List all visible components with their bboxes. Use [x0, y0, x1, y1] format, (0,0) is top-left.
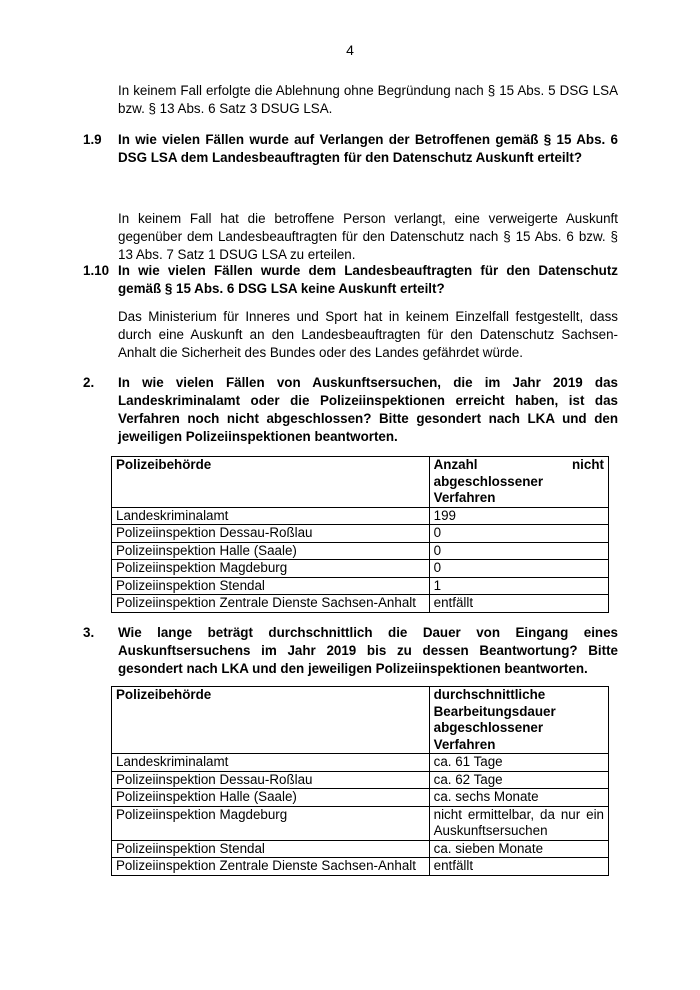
authority-cell: Polizeiinspektion Dessau-Roßlau — [112, 771, 430, 789]
answer-1-8: In keinem Fall erfolgte die Ablehnung ohne Begründung nach § 15 Abs. 5 DSG LSA bzw. § 13 Abs. 6 Satz 3 DSUG LSA. — [118, 83, 618, 116]
authority-cell: Polizeiinspektion Zentrale Dienste Sachsen-Anhalt — [112, 595, 430, 613]
question-3-text: Wie lange beträgt durchschnittlich die Dauer von Eingang eines Auskunftsersuchens im Jahr 2019 bis zu dessen Beantwortung? Bitte gesondert nach LKA und den jeweiligen Polizeiinspektionen beantworten. — [118, 625, 618, 676]
table-row — [112, 595, 609, 613]
question-2-text: In wie vielen Fällen von Auskunftsersuchen, die im Jahr 2019 das Landeskriminalamt oder die Polizeiinspektionen erreicht haben, ist das Verfahren noch nicht abgeschlossen? Bitte gesondert nach LKA und den jeweiligen Polizeiinspektionen beantworten. — [118, 375, 618, 444]
header-authority: Polizeibehörde — [112, 687, 430, 754]
count-cell: 0 — [429, 542, 608, 560]
answer-1-9: In keinem Fall hat die betroffene Person verlangt, eine verweigerte Auskunft gegenüber dem Landesbeauftragten für den Datenschutz nach § 15 Abs. 6 bzw. § 13 Abs. 7 Satz 1 DSUG LSA zu erteilen. — [118, 211, 618, 262]
table-header-row — [112, 457, 609, 508]
header-authority: Polizeibehörde — [112, 457, 430, 508]
duration-cell: nicht ermittelbar, da nur ein Auskunftsersuchen — [429, 806, 608, 840]
header-open-count: Anzahl nicht abgeschlossener Verfahren — [429, 457, 608, 508]
table-row — [112, 754, 609, 772]
table-header-row — [112, 687, 609, 754]
authority-cell: Polizeiinspektion Magdeburg — [112, 560, 430, 578]
table-row — [112, 858, 609, 876]
question-1-9-text: In wie vielen Fällen wurde auf Verlangen der Betroffenen gemäß § 15 Abs. 6 DSG LSA dem Landesbeauftragten für den Datenschutz Auskunft erteilt? — [118, 132, 618, 165]
authority-cell: Polizeiinspektion Dessau-Roßlau — [112, 525, 430, 543]
authority-cell: Landeskriminalamt — [112, 507, 430, 525]
table-row — [112, 789, 609, 807]
table-row — [112, 507, 609, 525]
processing-duration-table — [111, 686, 609, 876]
table-row — [112, 560, 609, 578]
count-cell: entfällt — [429, 595, 608, 613]
count-cell: 0 — [429, 525, 608, 543]
duration-cell: entfällt — [429, 858, 608, 876]
duration-cell: ca. sechs Monate — [429, 789, 608, 807]
authority-cell: Polizeiinspektion Halle (Saale) — [112, 542, 430, 560]
count-cell: 1 — [429, 577, 608, 595]
question-1-9-number: 1.9 — [83, 132, 102, 147]
table-row — [112, 806, 609, 840]
table-row — [112, 577, 609, 595]
table-row — [112, 525, 609, 543]
question-1-10-number: 1.10 — [83, 263, 110, 278]
table-row — [112, 840, 609, 858]
count-cell: 199 — [429, 507, 608, 525]
question-1-10-text: In wie vielen Fällen wurde dem Landesbeauftragten für den Datenschutz gemäß § 15 Abs. 6 DSG LSA keine Auskunft erteilt? — [118, 263, 618, 296]
authority-cell: Polizeiinspektion Stendal — [112, 577, 430, 595]
answer-1-10: Das Ministerium für Inneres und Sport hat in keinem Einzelfall festgestellt, dass durch eine Auskunft an den Landesbeauftragten für den Datenschutz Sachsen-Anhalt die Sicherheit des Bundes oder des Landes gefährdet würde. — [118, 309, 618, 360]
open-procedures-table — [111, 456, 609, 613]
authority-cell: Polizeiinspektion Stendal — [112, 840, 430, 858]
question-3-number: 3. — [83, 625, 95, 640]
count-cell: 0 — [429, 560, 608, 578]
table-row — [112, 542, 609, 560]
authority-cell: Polizeiinspektion Halle (Saale) — [112, 789, 430, 807]
authority-cell: Landeskriminalamt — [112, 754, 430, 772]
authority-cell: Polizeiinspektion Magdeburg — [112, 806, 430, 840]
duration-cell: ca. 62 Tage — [429, 771, 608, 789]
page-number: 4 — [346, 42, 354, 58]
duration-cell: ca. 61 Tage — [429, 754, 608, 772]
authority-cell: Polizeiinspektion Zentrale Dienste Sachsen-Anhalt — [112, 858, 430, 876]
header-duration: durchschnittliche Bearbeitungsdauer abgeschlossener Verfahren — [429, 687, 608, 754]
duration-cell: ca. sieben Monate — [429, 840, 608, 858]
question-2-number: 2. — [83, 375, 95, 390]
table-row — [112, 771, 609, 789]
